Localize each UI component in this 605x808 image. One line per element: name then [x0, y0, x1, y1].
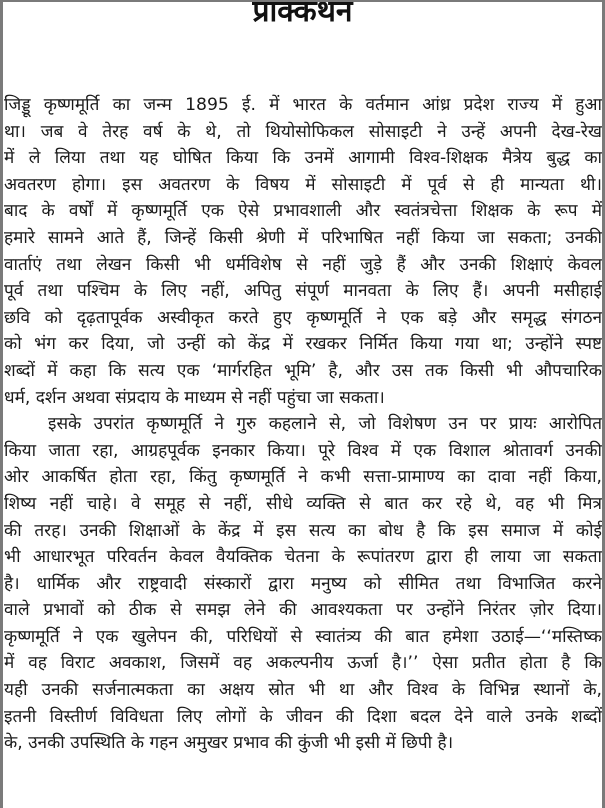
text-line: था। जब वे तेरह वर्ष के थे, तो थियोसोफिकल सोसाइटी ने उन्हें अपनी देख-रेख — [4, 121, 602, 142]
text-line: शब्दों में कहा कि सत्य एक ‘मार्गरहित भूमि’ है, और उस तक किसी भी औपचारिक — [4, 360, 602, 381]
text-line: ओर आकर्षित होता रहा, किंतु कृष्णमूर्ति ने कभी सत्ता-प्रामाण्य का दावा नहीं किया, — [4, 467, 602, 488]
paragraph-1 — [4, 92, 602, 411]
text-line: किया जाता रहा, आग्रहपूर्वक इनकार किया। पूरे विश्व में एक विशाल श्रोतावर्ग उनकी — [4, 440, 602, 461]
paragraph-2 — [4, 411, 602, 757]
text-line: बाद के वर्षों में कृष्णमूर्ति एक ऐसे प्रभावशाली और स्वतंत्रचेत्ता शिक्षक के रूप में — [4, 201, 602, 222]
text-line: वाले प्रभावों को ठीक से समझ लेने की आवश्यकता पर उन्होंने निरंतर ज़ोर दिया। — [4, 600, 602, 621]
text-line: शिष्य नहीं चाहे। वे समूह से नहीं, सीधे व्यक्ति से बात कर रहे थे, वह भी मित्र — [4, 493, 602, 514]
text-line: अवतरण होगा। इस अवतरण के विषय में सोसाइटी में पूर्व से ही मान्यता थी। — [4, 174, 602, 195]
text-line: इसके उपरांत कृष्णमूर्ति ने गुरु कहलाने से, जो विशेषण उन पर प्रायः आरोपित — [48, 414, 602, 435]
document-page — [3, 2, 602, 808]
text-line: जिड्डू कृष्णमूर्ति का जन्म 1895 ई. में भारत के वर्तमान आंध्र प्रदेश राज्य में हुआ — [4, 95, 602, 115]
text-line: धर्म, दर्शन अथवा संप्रदाय के माध्यम से नहीं पहुंचा जा सकता। — [4, 387, 385, 408]
text-line: में ले लिया तथा यह घोषित किया कि उनमें आगामी विश्व-शिक्षक मैत्रेय बुद्ध का — [4, 148, 602, 169]
text-line: छवि को दृढ़तापूर्वक अस्वीकृत करते हुए कृष्णमूर्ति ने एक बड़े और समृद्ध संगठन — [4, 307, 602, 328]
text-line: वार्ताएं तथा लेखन किसी भी धर्मविशेष से नहीं जुड़े हैं और उनकी शिक्षाएं केवल — [4, 254, 602, 275]
text-line: में वह विराट अवकाश, जिसमें वह अकल्पनीय ऊर्जा है।’’ ऐसा प्रतीत होता है कि — [4, 653, 602, 674]
text-line: की तरह। उनकी शिक्षाओं के केंद्र में इस सत्य का बोध है कि इस समाज में कोई — [4, 520, 602, 541]
body-text — [4, 92, 602, 757]
text-line: को भंग कर दिया, जो उन्हीं को केंद्र में रखकर निर्मित किया गया था; उन्होंने स्पष्ट — [4, 334, 602, 355]
text-line: इतनी विस्तीर्ण विविधता लिए लोगों के जीवन की दिशा बदल देने वाले उनके शब्दों — [4, 706, 602, 727]
text-line: हमारे सामने आते हैं, जिन्हें किसी श्रेणी में परिभाषित नहीं किया जा सकता; उनकी — [4, 227, 602, 248]
text-line: कृष्णमूर्ति ने एक खुलेपन की, परिधियों से स्वातंत्र्य की बात हमेशा उठाई—‘‘मस्तिष्क — [4, 626, 602, 647]
text-line: यही उनकी सर्जनात्मकता का अक्षय स्रोत भी था और विश्व के विभिन्न स्थानों के, — [4, 680, 602, 701]
text-line: पूर्व तथा पश्चिम के लिए नहीं, अपितु संपूर्ण मानवता के लिए हैं। अपनी मसीहाई — [4, 281, 602, 302]
text-line: भी आधारभूत परिवर्तन केवल वैयक्तिक चेतना के रूपांतरण द्वारा ही लाया जा सकता — [4, 547, 602, 568]
text-line: है। धार्मिक और राष्ट्रवादी संस्कारों द्वारा मनुष्य को सीमित तथा विभाजित करने — [4, 573, 602, 594]
text-line: के, उनकी उपस्थिति के गहन अमुखर प्रभाव की कुंजी भी इसी में छिपी है। — [4, 733, 454, 754]
page-title: प्राक्कथन — [252, 2, 353, 29]
